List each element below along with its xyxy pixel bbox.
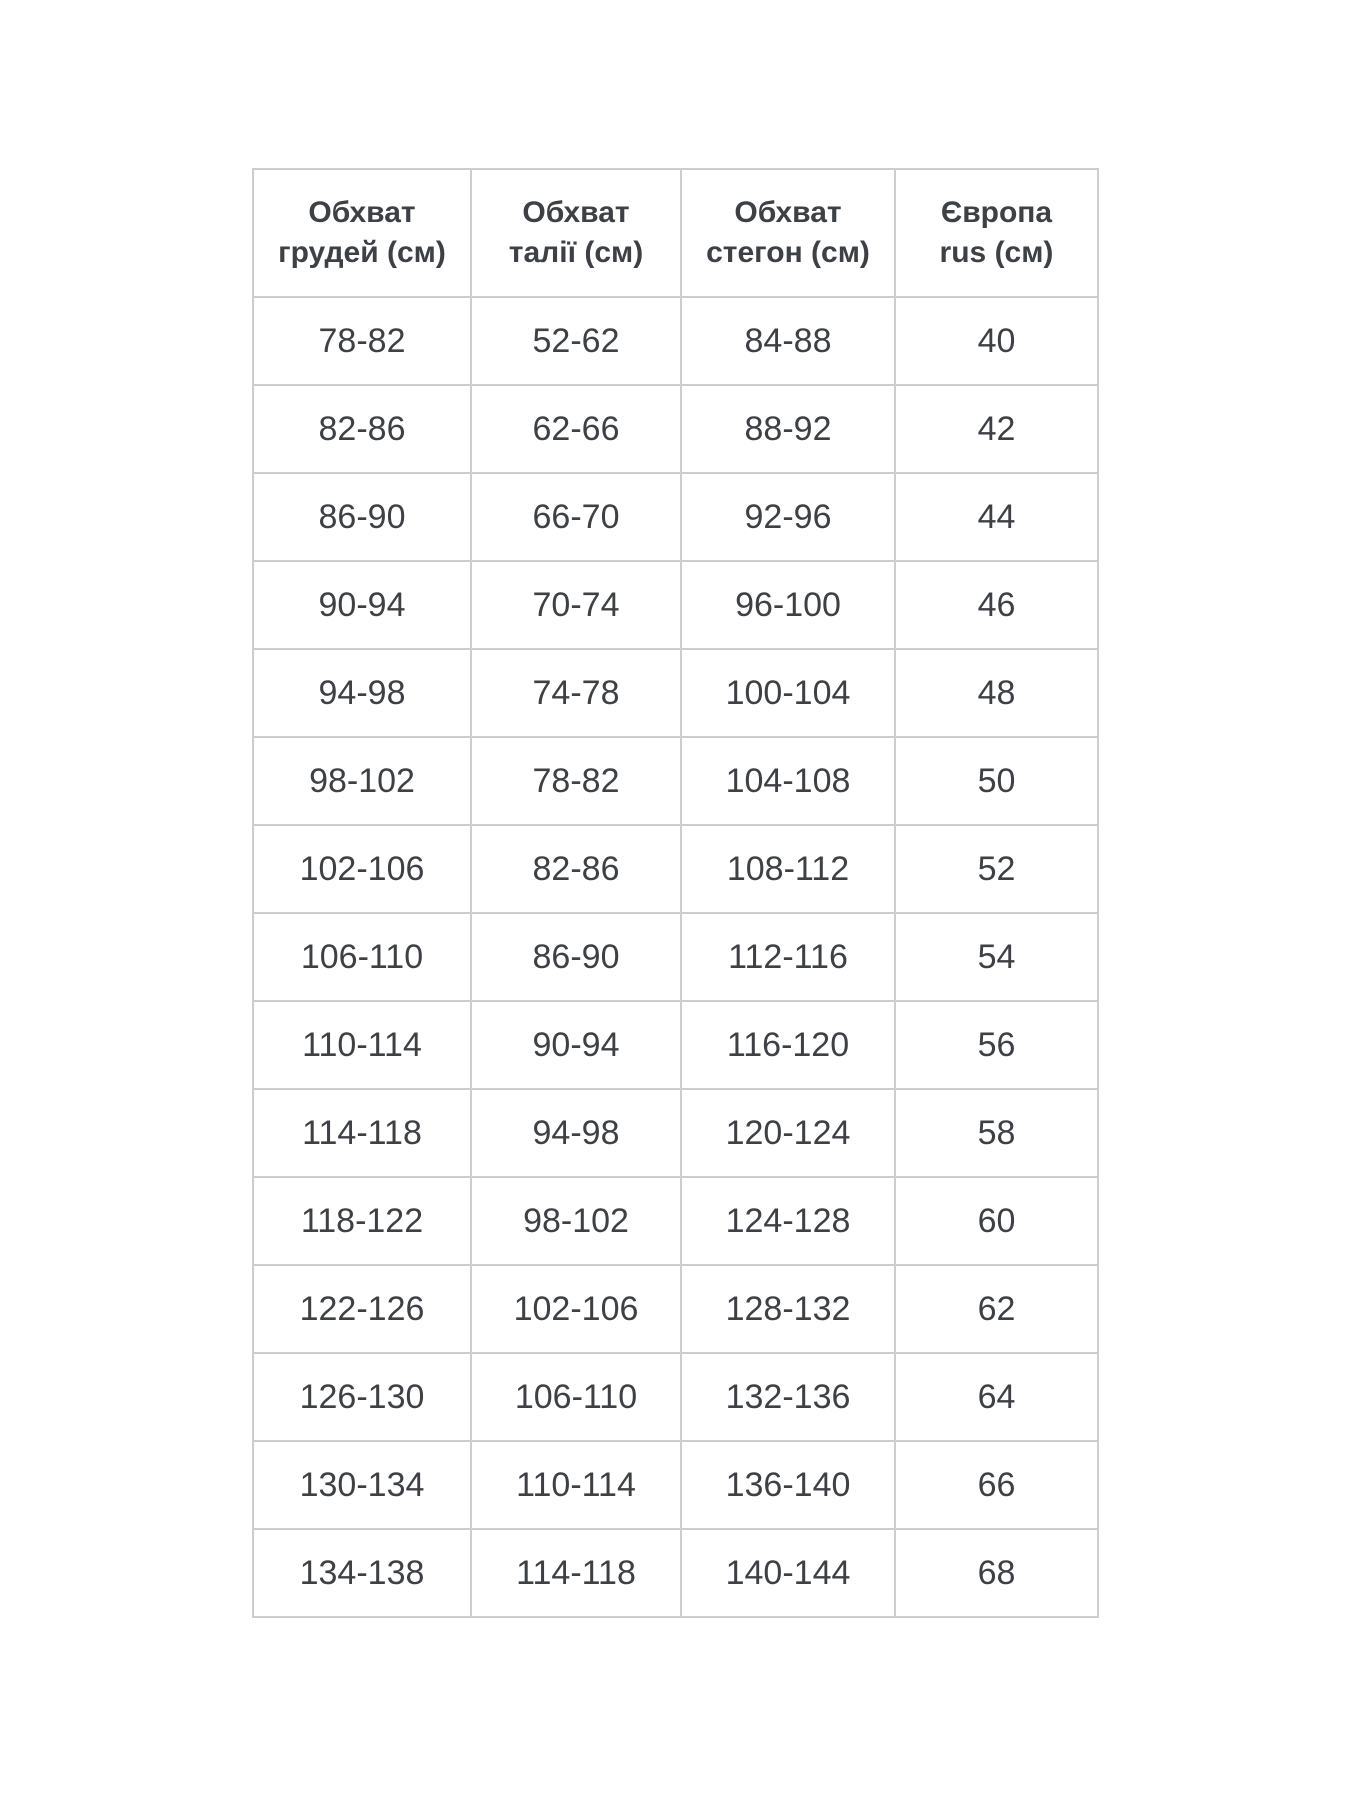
- table-cell: 106-110: [471, 1353, 681, 1441]
- table-cell: 88-92: [681, 385, 895, 473]
- table-cell: 52-62: [471, 297, 681, 385]
- table-cell: 116-120: [681, 1001, 895, 1089]
- column-header-line: Обхват: [308, 196, 416, 229]
- table-cell: 62-66: [471, 385, 681, 473]
- size-chart-head: [253, 169, 1098, 297]
- table-cell: 70-74: [471, 561, 681, 649]
- table-cell: 126-130: [253, 1353, 471, 1441]
- table-cell: 96-100: [681, 561, 895, 649]
- table-row: [253, 1353, 1098, 1441]
- column-header-line: Обхват: [734, 196, 842, 229]
- table-cell: 66: [895, 1441, 1098, 1529]
- column-header-line: грудей (см): [278, 236, 446, 269]
- table-cell: 48: [895, 649, 1098, 737]
- table-cell: 122-126: [253, 1265, 471, 1353]
- column-header: [681, 169, 895, 297]
- size-chart-body: [253, 297, 1098, 1617]
- table-cell: 110-114: [253, 1001, 471, 1089]
- table-cell: 90-94: [471, 1001, 681, 1089]
- table-row: [253, 913, 1098, 1001]
- table-cell: 114-118: [253, 1089, 471, 1177]
- table-cell: 82-86: [253, 385, 471, 473]
- table-row: [253, 297, 1098, 385]
- table-cell: 94-98: [253, 649, 471, 737]
- table-cell: 120-124: [681, 1089, 895, 1177]
- column-header-line: талії (см): [508, 236, 644, 269]
- table-cell: 84-88: [681, 297, 895, 385]
- table-cell: 98-102: [253, 737, 471, 825]
- table-cell: 124-128: [681, 1177, 895, 1265]
- table-cell: 130-134: [253, 1441, 471, 1529]
- column-header-line: Європа: [940, 196, 1053, 229]
- table-cell: 98-102: [471, 1177, 681, 1265]
- table-cell: 58: [895, 1089, 1098, 1177]
- table-cell: 114-118: [471, 1529, 681, 1617]
- column-header-line: rus (см): [939, 236, 1054, 269]
- table-row: [253, 737, 1098, 825]
- table-row: [253, 825, 1098, 913]
- table-row: [253, 1529, 1098, 1617]
- column-header: [895, 169, 1098, 297]
- table-row: [253, 473, 1098, 561]
- table-cell: 132-136: [681, 1353, 895, 1441]
- table-cell: 86-90: [471, 913, 681, 1001]
- table-cell: 112-116: [681, 913, 895, 1001]
- column-header: [471, 169, 681, 297]
- table-cell: 118-122: [253, 1177, 471, 1265]
- table-cell: 86-90: [253, 473, 471, 561]
- table-cell: 108-112: [681, 825, 895, 913]
- column-header-line: стегон (см): [706, 236, 870, 269]
- table-cell: 92-96: [681, 473, 895, 561]
- table-row: [253, 1441, 1098, 1529]
- table-cell: 64: [895, 1353, 1098, 1441]
- table-cell: 54: [895, 913, 1098, 1001]
- table-cell: 44: [895, 473, 1098, 561]
- table-row: [253, 1001, 1098, 1089]
- table-row: [253, 385, 1098, 473]
- table-cell: 52: [895, 825, 1098, 913]
- table-cell: 68: [895, 1529, 1098, 1617]
- table-cell: 94-98: [471, 1089, 681, 1177]
- column-header-line: Обхват: [522, 196, 630, 229]
- table-cell: 40: [895, 297, 1098, 385]
- table-cell: 60: [895, 1177, 1098, 1265]
- header-row: [253, 169, 1098, 297]
- table-cell: 128-132: [681, 1265, 895, 1353]
- table-cell: 42: [895, 385, 1098, 473]
- table-cell: 46: [895, 561, 1098, 649]
- table-cell: 100-104: [681, 649, 895, 737]
- table-cell: 74-78: [471, 649, 681, 737]
- table-cell: 136-140: [681, 1441, 895, 1529]
- table-cell: 102-106: [253, 825, 471, 913]
- table-cell: 50: [895, 737, 1098, 825]
- table-cell: 104-108: [681, 737, 895, 825]
- table-cell: 78-82: [253, 297, 471, 385]
- table-cell: 106-110: [253, 913, 471, 1001]
- size-chart-table: [252, 168, 1099, 1618]
- table-cell: 102-106: [471, 1265, 681, 1353]
- table-cell: 140-144: [681, 1529, 895, 1617]
- table-cell: 66-70: [471, 473, 681, 561]
- column-header: [253, 169, 471, 297]
- table-cell: 78-82: [471, 737, 681, 825]
- table-cell: 134-138: [253, 1529, 471, 1617]
- table-cell: 90-94: [253, 561, 471, 649]
- table-row: [253, 649, 1098, 737]
- table-row: [253, 561, 1098, 649]
- table-cell: 82-86: [471, 825, 681, 913]
- table-row: [253, 1177, 1098, 1265]
- table-cell: 56: [895, 1001, 1098, 1089]
- table-row: [253, 1089, 1098, 1177]
- table-cell: 62: [895, 1265, 1098, 1353]
- table-cell: 110-114: [471, 1441, 681, 1529]
- table-row: [253, 1265, 1098, 1353]
